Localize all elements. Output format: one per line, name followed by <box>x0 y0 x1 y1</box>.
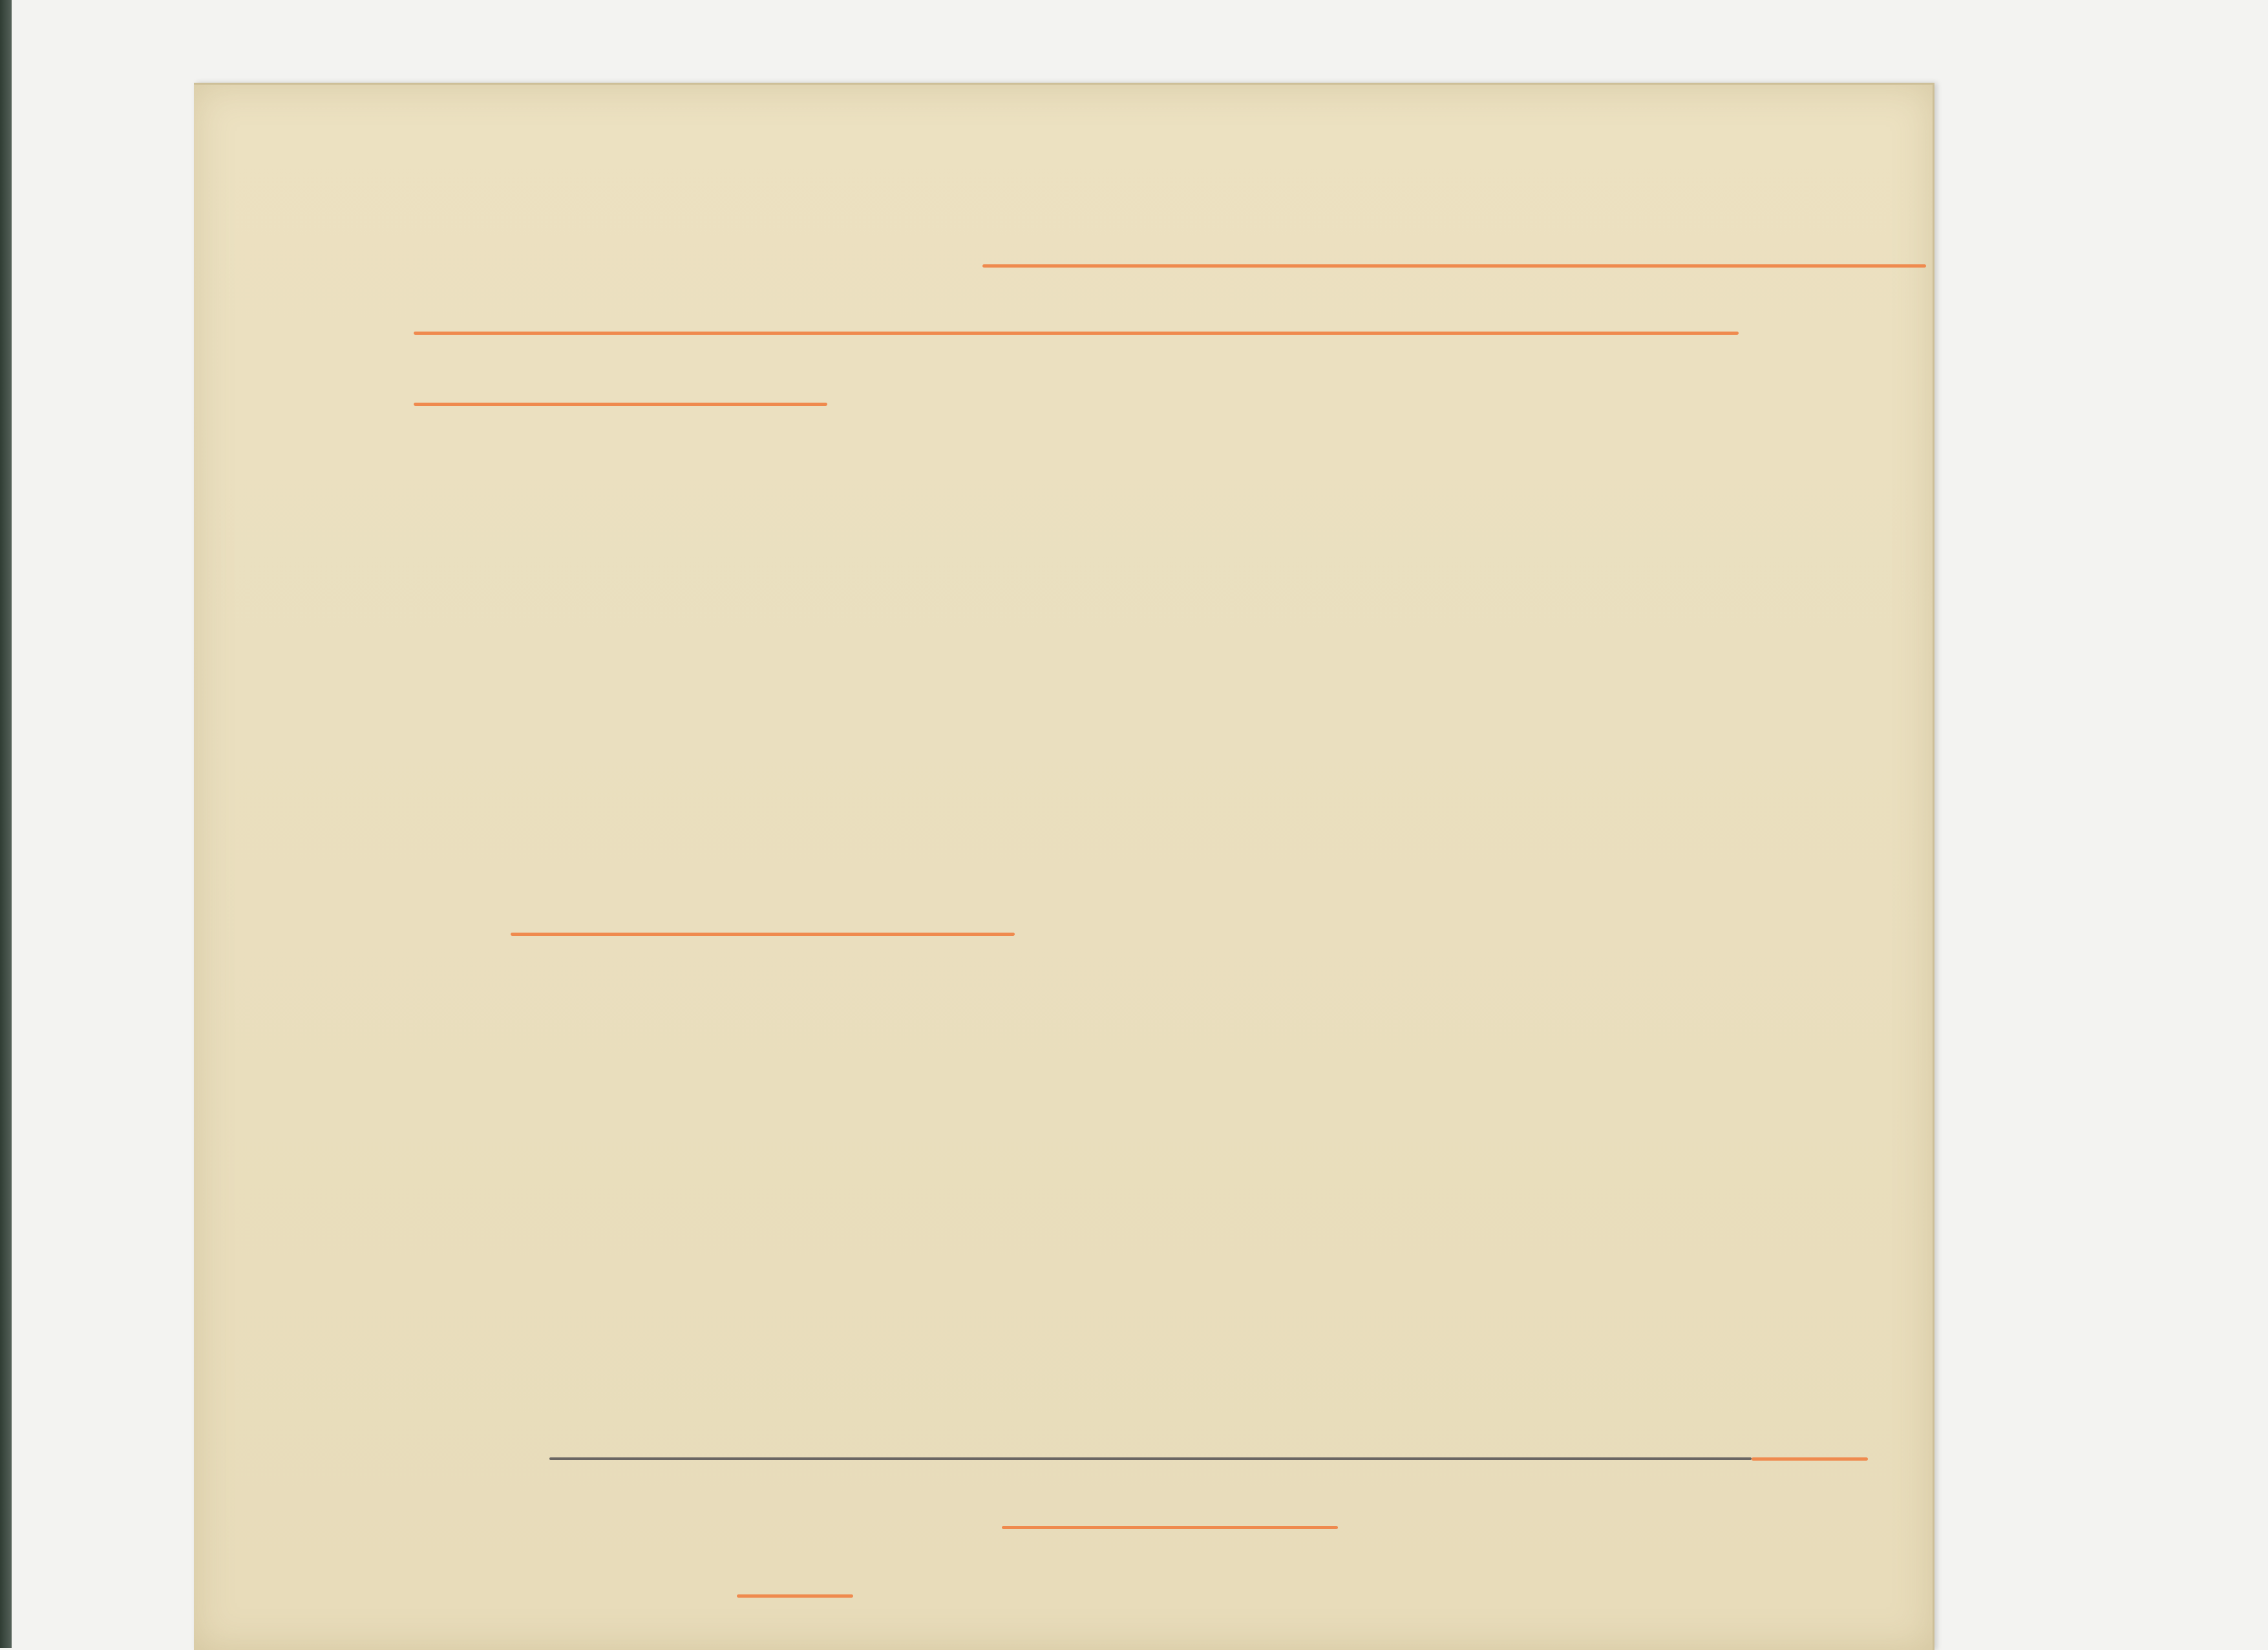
orange-underline <box>737 1594 853 1598</box>
pencil-underline <box>549 1457 1752 1460</box>
orange-underline <box>1752 1457 1868 1461</box>
orange-underline <box>414 403 827 406</box>
orange-underline <box>414 332 1739 335</box>
orange-underline <box>1002 1526 1338 1529</box>
typewritten-page <box>194 83 1934 1650</box>
scan-background-edge <box>0 0 12 1648</box>
orange-underline <box>982 264 1926 268</box>
orange-underline <box>511 933 1015 936</box>
